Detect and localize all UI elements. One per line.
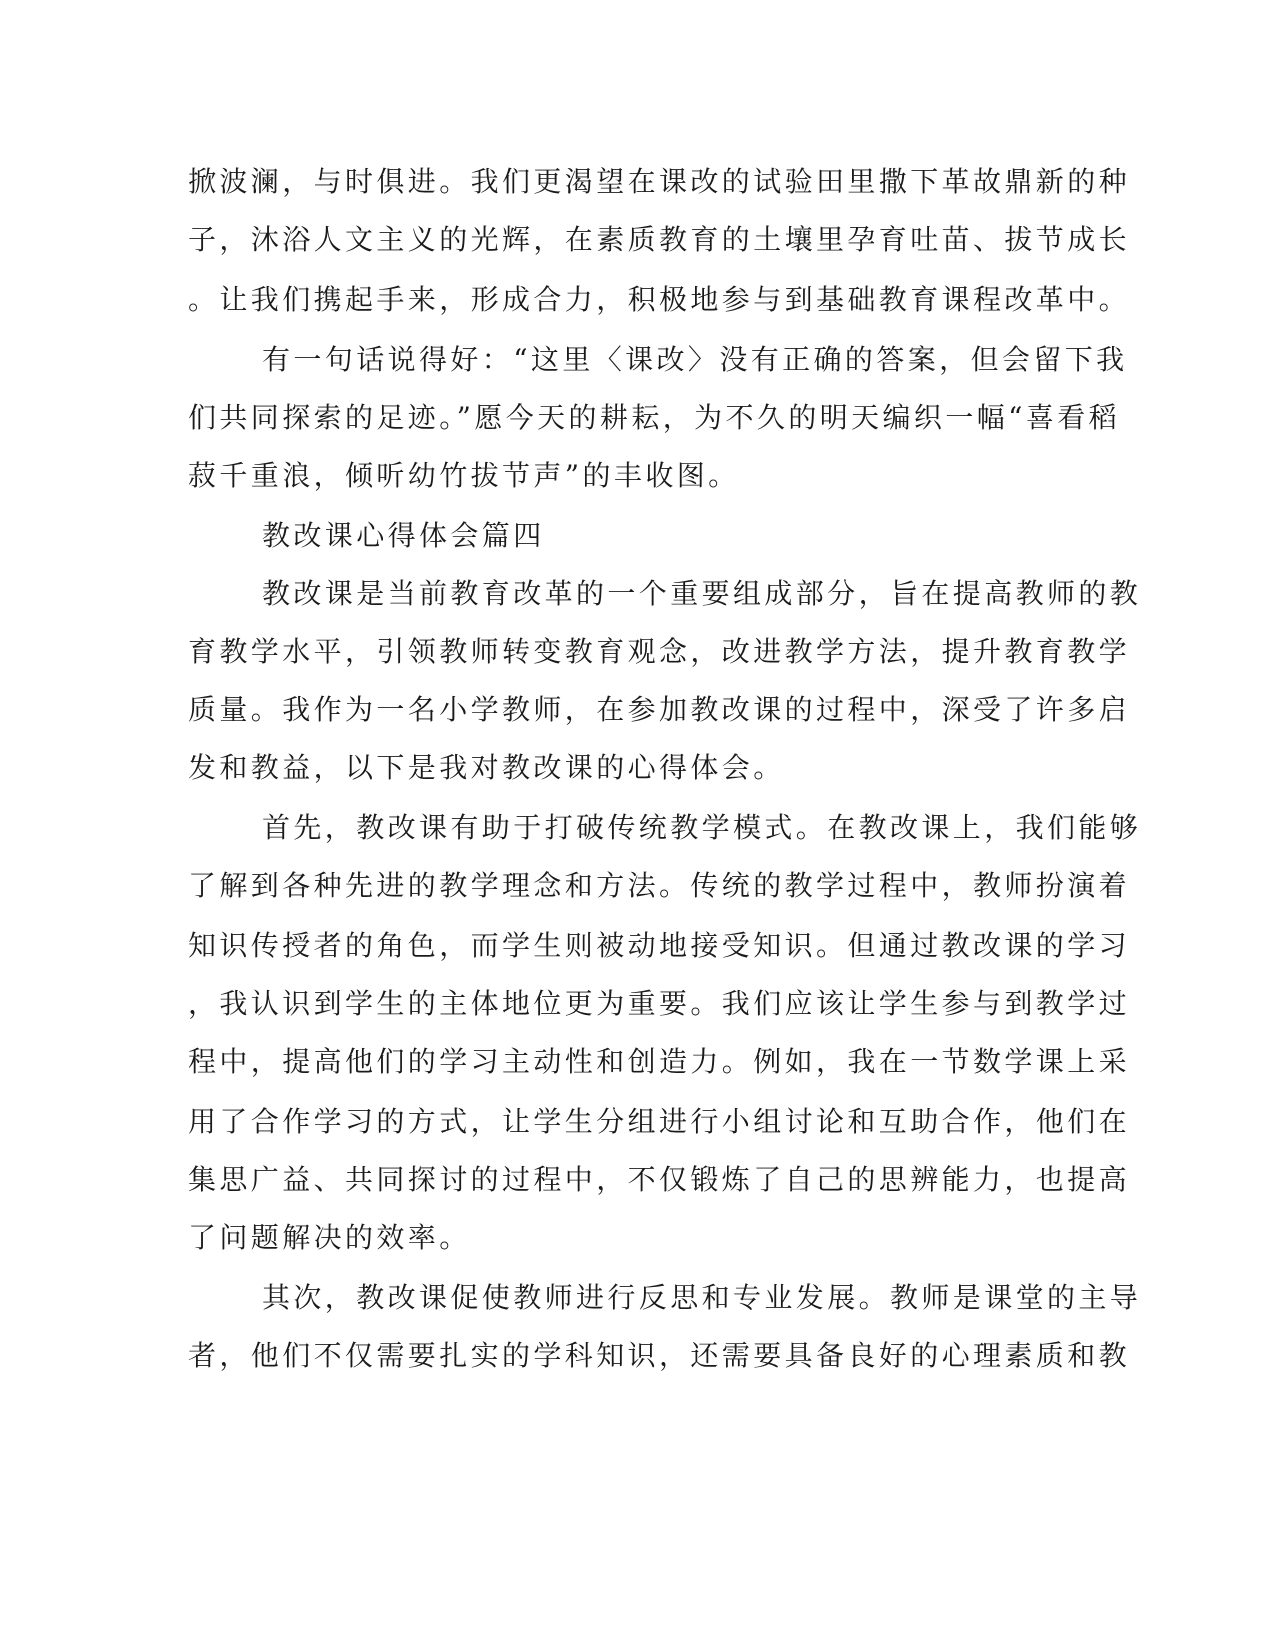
- text-line: 了解到各种先进的教学理念和方法。传统的教学过程中，教师扮演着: [188, 869, 1131, 902]
- paragraph-start-line: 首先，教改课有助于打破传统教学模式。在教改课上，我们能够: [262, 811, 1142, 844]
- text-line: 们共同探索的足迹。”愿今天的耕耘，为不久的明天编织一幅“喜看稻: [188, 401, 1121, 434]
- text-line: 发和教益，以下是我对教改课的心得体会。: [188, 751, 785, 784]
- section-heading: 教改课心得体会篇四: [262, 519, 545, 552]
- text-line: 者，他们不仅需要扎实的学科知识，还需要具备良好的心理素质和教: [188, 1339, 1131, 1372]
- text-line: 质量。我作为一名小学教师，在参加教改课的过程中，深受了许多启: [188, 693, 1131, 726]
- text-line: 用了合作学习的方式，让学生分组进行小组讨论和互助合作，他们在: [188, 1105, 1131, 1138]
- text-line: 。让我们携起手来，形成合力，积极地参与到基础教育课程改革中。: [188, 283, 1131, 316]
- paragraph-start-line: 其次，教改课促使教师进行反思和专业发展。教师是课堂的主导: [262, 1281, 1142, 1314]
- text-line: ，我认识到学生的主体地位更为重要。我们应该让学生参与到教学过: [188, 987, 1131, 1020]
- text-line: 菽千重浪，倾听幼竹拔节声”的丰收图。: [188, 459, 740, 492]
- paragraph-start-line: 有一句话说得好：“这里〈课改〉没有正确的答案，但会留下我: [262, 343, 1128, 376]
- text-line: 程中，提高他们的学习主动性和创造力。例如，我在一节数学课上采: [188, 1045, 1131, 1078]
- paragraph-start-line: 教改课是当前教育改革的一个重要组成部分，旨在提高教师的教: [262, 577, 1142, 610]
- text-line: 育教学水平，引领教师转变教育观念，改进教学方法，提升教育教学: [188, 635, 1131, 668]
- text-line: 子，沐浴人文主义的光辉，在素质教育的土壤里孕育吐苗、拔节成长: [188, 223, 1131, 256]
- text-line: 知识传授者的角色，而学生则被动地接受知识。但通过教改课的学习: [188, 929, 1131, 962]
- text-line: 了问题解决的效率。: [188, 1221, 471, 1254]
- text-line: 集思广益、共同探讨的过程中，不仅锻炼了自己的思辨能力，也提高: [188, 1163, 1131, 1196]
- text-line: 掀波澜，与时俱进。我们更渴望在课改的试验田里撒下革故鼎新的种: [188, 165, 1131, 198]
